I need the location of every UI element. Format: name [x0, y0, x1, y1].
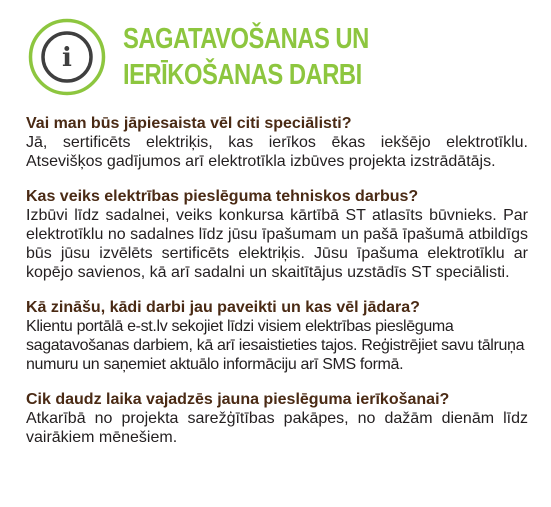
faq-question: Kā zināšu, kādi darbi jau paveikti un kas vēl jādara?: [26, 299, 420, 316]
faq-answer: Izbūvi līdz sadalnei, veiks konkursa kārtībā ST atlasīts būvnieks. Par elektrotīklu no sadalnes līdz jūsu īpašumam un pašā īpašumā atbildīgs būs jūsu izvēlēts sertificēts elektriķis. Jūsu īpašuma elektrotīklu ar kopējo savienos, kā arī sadalni un skaitītājus uzstādīs ST speciālisti.: [26, 207, 528, 281]
title-line-1: SAGATAVOŠANAS UN: [123, 23, 369, 55]
faq-item: [26, 115, 528, 171]
faq-item: [26, 299, 528, 374]
faq-question: Kas veiks elektrības pieslēguma tehniskos darbus?: [26, 188, 419, 205]
faq-item: [26, 188, 528, 282]
page-title: [123, 21, 369, 93]
faq-list: [26, 115, 528, 464]
info-icon: [28, 18, 106, 96]
title-line-2: IERĪKOŠANAS DARBI: [123, 59, 362, 91]
faq-question: Cik daudz laika vajadzēs jauna pieslēguma ierīkošanai?: [26, 391, 450, 408]
svg-text:i: i: [62, 43, 72, 73]
faq-answer: Jā, sertificēts elektriķis, kas ierīkos ēkas iekšējo elektrotīklu. Atsevišķos gadījumos arī elektrotīkla izbūves projekta izstrādātājs.: [26, 134, 528, 170]
faq-question: Vai man būs jāpiesaista vēl citi speciālisti?: [26, 115, 352, 132]
header: [0, 0, 551, 100]
faq-answer: Klientu portālā e-st.lv sekojiet līdzi visiem elektrības pieslēguma sagatavošanas darbiem, kā arī iesaistieties tajos. Reģistrējiet savu tālruņa numuru un saņemiet aktuālo informāciju arī SMS formā.: [26, 318, 525, 373]
faq-answer: Atkarībā no projekta sarežģītības pakāpes, no dažām dienām līdz vairākiem mēnešiem.: [26, 410, 528, 446]
faq-item: [26, 391, 528, 447]
